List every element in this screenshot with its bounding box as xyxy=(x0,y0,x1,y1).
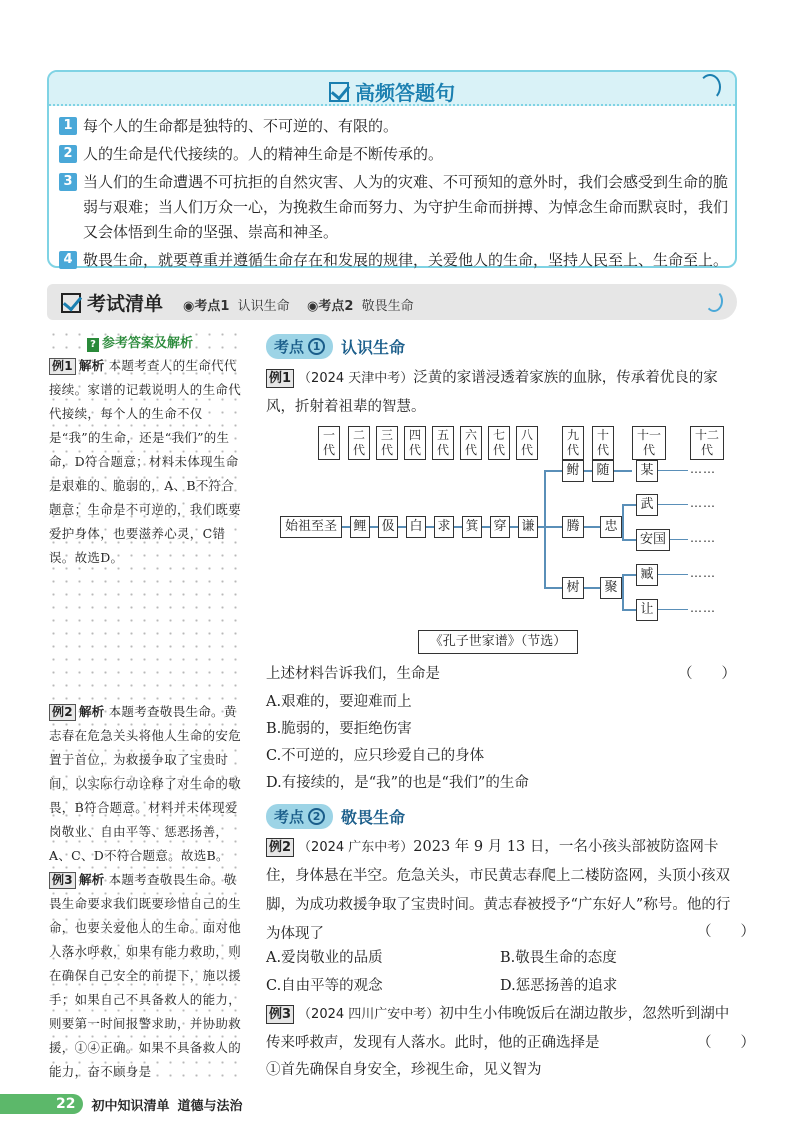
subject-title: 道德与法治 xyxy=(177,1098,243,1114)
item-number: 4 xyxy=(59,251,77,269)
tree-node: 某 xyxy=(636,460,658,482)
circled-number: 2 xyxy=(308,808,325,825)
generation-label: 十二代 xyxy=(690,426,724,460)
example-1-question: 上述材料告诉我们，生命是 （ ） xyxy=(266,660,740,689)
ellipsis: …… xyxy=(690,531,716,545)
tree-node: 始祖至圣 xyxy=(280,516,342,538)
tree-node: 白 xyxy=(406,516,426,538)
item-text: 人的生命是代代接续的。人的精神生命是不断传承的。 xyxy=(83,145,444,163)
book-title: 初中知识清单 xyxy=(91,1098,170,1114)
ellipsis: …… xyxy=(690,496,716,510)
connector-line xyxy=(622,504,624,540)
generation-label: 八代 xyxy=(516,426,538,460)
item-number: 2 xyxy=(59,145,77,163)
option-b: B.敬畏生命的态度 xyxy=(500,950,617,966)
connector-line xyxy=(622,504,636,506)
circled-number: 1 xyxy=(308,338,325,355)
example-1-stem: 例1 （2024 天津中考）泛黄的家谱浸透着家族的血脉，传承着优良的家风，折射着祖辈的智慧。 xyxy=(266,370,718,415)
connector-line xyxy=(658,504,688,505)
connector-line xyxy=(622,574,624,610)
answer-bracket: （ ） xyxy=(697,924,755,940)
answer-bracket: （ ） xyxy=(678,666,736,682)
connector-line xyxy=(658,609,688,610)
generation-label: 一代 xyxy=(318,426,340,460)
key-point-badge: 考点 2 xyxy=(266,804,333,829)
exam-point-1: ◉考点1 认识生命 xyxy=(183,299,290,314)
connector-line xyxy=(544,587,562,589)
list-item xyxy=(59,170,731,245)
key-point-title: 认识生命 xyxy=(341,338,406,357)
item-text: 敬畏生命，就要尊重并遵循生命存在和发展的规律，关爱他人的生命，坚持人民至上、生命至上。 xyxy=(83,251,729,269)
option-c: C.自由平等的观念 xyxy=(266,978,383,994)
connector-line xyxy=(544,470,562,472)
tree-node: 臧 xyxy=(636,564,658,586)
list-item xyxy=(59,142,731,167)
connector-line xyxy=(584,526,600,528)
swirl-icon xyxy=(705,290,723,312)
tree-node: 让 xyxy=(636,599,658,621)
option-b: B.脆弱的，要拒绝伤害 xyxy=(266,721,412,737)
tree-node: 腾 xyxy=(562,516,584,538)
page-footer xyxy=(0,1092,260,1116)
high-frequency-header xyxy=(49,72,735,106)
explanation-2: 例2 解析 本题考查敬畏生命。黄志春在危急关头将他人生命的安危置于首位，为救援争取了宝贵时间，以实际行动诠释了对生命的敬畏，B符合题意。材料并未体现爱岗敬业、自由平等、惩恶扬善，A、C、D不符合题意。故选B。 xyxy=(49,704,242,863)
list-item xyxy=(59,114,731,139)
connector-line xyxy=(544,470,546,588)
connector-line xyxy=(622,574,636,576)
generation-label: 二代 xyxy=(348,426,370,460)
option-d: D.有接续的，是“我”的也是“我们”的生命 xyxy=(266,775,529,791)
explanation-3: 例3 解析 本题考查敬畏生命。敬畏生命要求我们既要珍惜自己的生命，也要关爱他人的生命。面对他人落水呼救，如果有能力救助，则在确保自己安全的前提下，施以援手；如果自己不具备救人的能力，则要第一时间报警求助，并协助救援，①④正确。如果不具备救人的能力，奋不顾身是 xyxy=(49,872,242,1079)
tree-node: 箕 xyxy=(462,516,482,538)
explanation-1: 例1 解析 本题考查人的生命代代接续。家谱的记载说明人的生命代代接续，每个人的生命不仅是“我”的生命，还是“我们”的生命，D符合题意；材料未体现生命是艰难的、脆弱的，A、B不符合题意；生命是不可逆的，我们既要爱护身体，也要滋养心灵，C错误。故选D。 xyxy=(49,358,242,565)
example-2-stem: 例2 （2024 广东中考）2023 年 9 月 13 日，一名小孩头部被防盗网卡住，身体悬在半空。危急关头，市民黄志春爬上二楼防盗网，头顶小孩双脚，为成功救援争取了宝贵时间。黄志春被授予“广东好人”称号。他的行为体现了 xyxy=(266,839,731,942)
ellipsis: …… xyxy=(690,566,716,580)
item-number: 3 xyxy=(59,173,77,191)
family-tree-diagram xyxy=(280,420,730,676)
tree-node: 武 xyxy=(636,494,658,516)
generation-label: 九代 xyxy=(562,426,584,460)
connector-line xyxy=(622,539,636,541)
answers-title: ? 参考答案及解析 xyxy=(87,332,193,352)
key-point-badge: 考点 1 xyxy=(266,334,333,359)
tree-node: 聚 xyxy=(600,577,622,599)
option-a: A.艰难的，要迎难而上 xyxy=(266,694,412,710)
item-text: 每个人的生命都是独特的、不可逆的、有限的。 xyxy=(83,117,399,135)
tree-node: 鲤 xyxy=(350,516,370,538)
page-number: 22 xyxy=(0,1094,83,1114)
connector-line xyxy=(670,539,688,540)
generation-label: 三代 xyxy=(376,426,398,460)
key-point-1-heading xyxy=(266,334,405,359)
answer-column xyxy=(47,328,245,1083)
connector-line xyxy=(658,574,688,575)
option-c: C.不可逆的，应只珍爱自己的身体 xyxy=(266,748,485,764)
generation-label: 四代 xyxy=(404,426,426,460)
high-frequency-title: 高频答题句 xyxy=(329,77,455,106)
ellipsis: …… xyxy=(690,601,716,615)
high-frequency-box xyxy=(47,70,737,268)
tree-node: 求 xyxy=(434,516,454,538)
swirl-icon xyxy=(699,74,721,100)
ellipsis: …… xyxy=(690,462,716,476)
tree-node: 谦 xyxy=(518,516,538,538)
answer-bracket: （ ） xyxy=(697,1035,755,1051)
option-1: ①首先确保自身安全，珍视生命，见义智为 xyxy=(266,1062,542,1078)
item-text: 当人们的生命遭遇不可抗拒的自然灾害、人为的灾难、不可预知的意外时，我们会感受到生命的脆弱与艰难；当人们万众一心，为挽救生命而努力、为守护生命而拼搏、为悼念生命而默哀时，我们又会体悟到生命的坚强、崇高和神圣。 xyxy=(83,173,729,241)
example-3-stem: 例3 （2024 四川广安中考）初中生小伟晚饭后在湖边散步，忽然听到湖中传来呼救声，发现有人落水。此时，他的正确选择是 xyxy=(266,1006,730,1051)
exam-list-bar xyxy=(47,284,737,320)
tree-node: 安国 xyxy=(636,529,670,551)
checkbox-icon xyxy=(329,82,349,102)
generation-label: 十一代 xyxy=(632,426,666,460)
tree-node: 忠 xyxy=(600,516,622,538)
tree-node: 鲋 xyxy=(562,460,584,482)
checkbox-icon xyxy=(61,293,81,313)
connector-line xyxy=(622,609,636,611)
tree-node: 伋 xyxy=(378,516,398,538)
option-d: D.惩恶扬善的追求 xyxy=(500,978,618,994)
question-mark-icon: ? xyxy=(87,338,99,352)
tree-node: 随 xyxy=(592,460,614,482)
high-frequency-list xyxy=(59,114,731,276)
tree-node: 树 xyxy=(562,577,584,599)
key-point-title: 敬畏生命 xyxy=(341,808,406,827)
exam-list-title: 考试清单 xyxy=(61,289,163,316)
generation-label: 十代 xyxy=(592,426,614,460)
item-number: 1 xyxy=(59,117,77,135)
generation-label: 五代 xyxy=(432,426,454,460)
connector-line xyxy=(584,587,600,589)
connector-line xyxy=(658,470,688,471)
exam-point-2: ◉考点2 敬畏生命 xyxy=(307,299,414,314)
list-item xyxy=(59,248,731,273)
option-a: A.爱岗敬业的品质 xyxy=(266,950,383,966)
tree-node: 穿 xyxy=(490,516,510,538)
generation-label: 六代 xyxy=(460,426,482,460)
key-point-2-heading xyxy=(266,804,405,829)
generation-label: 七代 xyxy=(488,426,510,460)
diagram-caption: 《孔子世家谱》（节选） xyxy=(418,630,578,654)
